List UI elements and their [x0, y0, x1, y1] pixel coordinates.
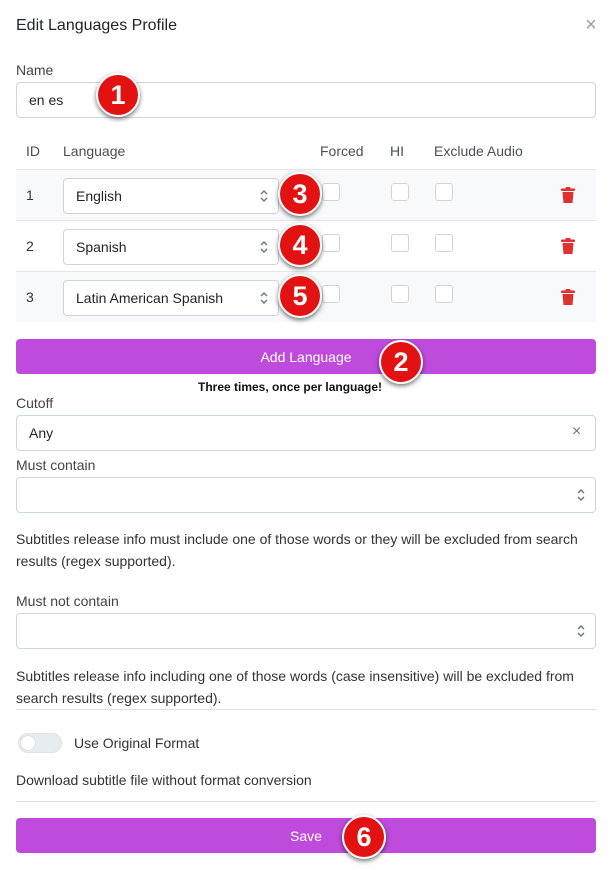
step-badge-5: 5	[278, 274, 322, 318]
trash-icon[interactable]	[561, 238, 575, 254]
must-contain-input[interactable]	[16, 477, 596, 513]
cutoff-select-value: Any	[29, 425, 54, 441]
cutoff-select[interactable]	[16, 415, 596, 451]
language-select[interactable]	[63, 178, 279, 214]
language-select-value: English	[76, 188, 122, 204]
add-language-annotation: Three times, once per language!	[198, 380, 383, 394]
step-badge-2: 2	[379, 340, 423, 384]
must-not-contain-label: Must not contain	[16, 593, 119, 609]
must-contain-help: Subtitles release info must include one of those words or they will be excluded from search results (regex supported).	[16, 531, 578, 569]
section-divider	[16, 709, 596, 710]
trash-icon[interactable]	[561, 187, 575, 203]
save-button[interactable]: Save	[16, 818, 596, 853]
hi-checkbox[interactable]	[391, 285, 409, 303]
dialog-title: Edit Languages Profile	[16, 17, 177, 34]
chevron-up-down-icon	[259, 239, 269, 255]
trash-icon[interactable]	[561, 289, 575, 305]
row-id: 1	[26, 187, 34, 203]
chevron-up-down-icon	[576, 487, 586, 503]
step-badge-3: 3	[278, 172, 322, 216]
exclude-audio-checkbox[interactable]	[435, 234, 453, 252]
header-language: Language	[63, 143, 126, 159]
must-not-contain-input[interactable]	[16, 613, 596, 649]
forced-checkbox[interactable]	[322, 234, 340, 252]
step-badge-1: 1	[96, 73, 140, 117]
original-format-label: Use Original Format	[74, 735, 200, 751]
name-label: Name	[16, 62, 54, 78]
language-select[interactable]	[63, 280, 279, 316]
header-forced: Forced	[320, 143, 364, 159]
language-select-value: Latin American Spanish	[76, 290, 224, 306]
exclude-audio-checkbox[interactable]	[435, 183, 453, 201]
must-not-contain-help: Subtitles release info including one of those words (case insensitive) will be excluded from search results (regex supported).	[16, 668, 574, 706]
header-exclude-audio: Exclude Audio	[434, 143, 523, 159]
forced-checkbox[interactable]	[322, 183, 340, 201]
must-contain-label: Must contain	[16, 457, 96, 473]
hi-checkbox[interactable]	[391, 183, 409, 201]
language-select-value: Spanish	[76, 239, 127, 255]
name-input-value: en es	[29, 92, 64, 108]
header-id: ID	[26, 143, 40, 159]
section-divider	[16, 801, 596, 802]
forced-checkbox[interactable]	[322, 285, 340, 303]
exclude-audio-checkbox[interactable]	[435, 285, 453, 303]
language-select[interactable]	[63, 229, 279, 265]
close-icon[interactable]: ×	[585, 14, 597, 36]
header-hi: HI	[390, 143, 404, 159]
original-format-toggle[interactable]	[18, 733, 62, 753]
toggle-knob	[21, 736, 35, 750]
cutoff-label: Cutoff	[16, 395, 54, 411]
row-id: 3	[26, 289, 34, 305]
add-language-button[interactable]: Add Language	[16, 339, 596, 374]
row-id: 2	[26, 238, 34, 254]
step-badge-4: 4	[278, 223, 322, 267]
chevron-up-down-icon	[259, 290, 269, 306]
chevron-up-down-icon	[259, 188, 269, 204]
clear-icon[interactable]: ×	[572, 423, 582, 440]
step-badge-6: 6	[342, 815, 386, 859]
original-format-help: Download subtitle file without format conversion	[16, 772, 312, 788]
chevron-up-down-icon	[576, 623, 586, 639]
hi-checkbox[interactable]	[391, 234, 409, 252]
